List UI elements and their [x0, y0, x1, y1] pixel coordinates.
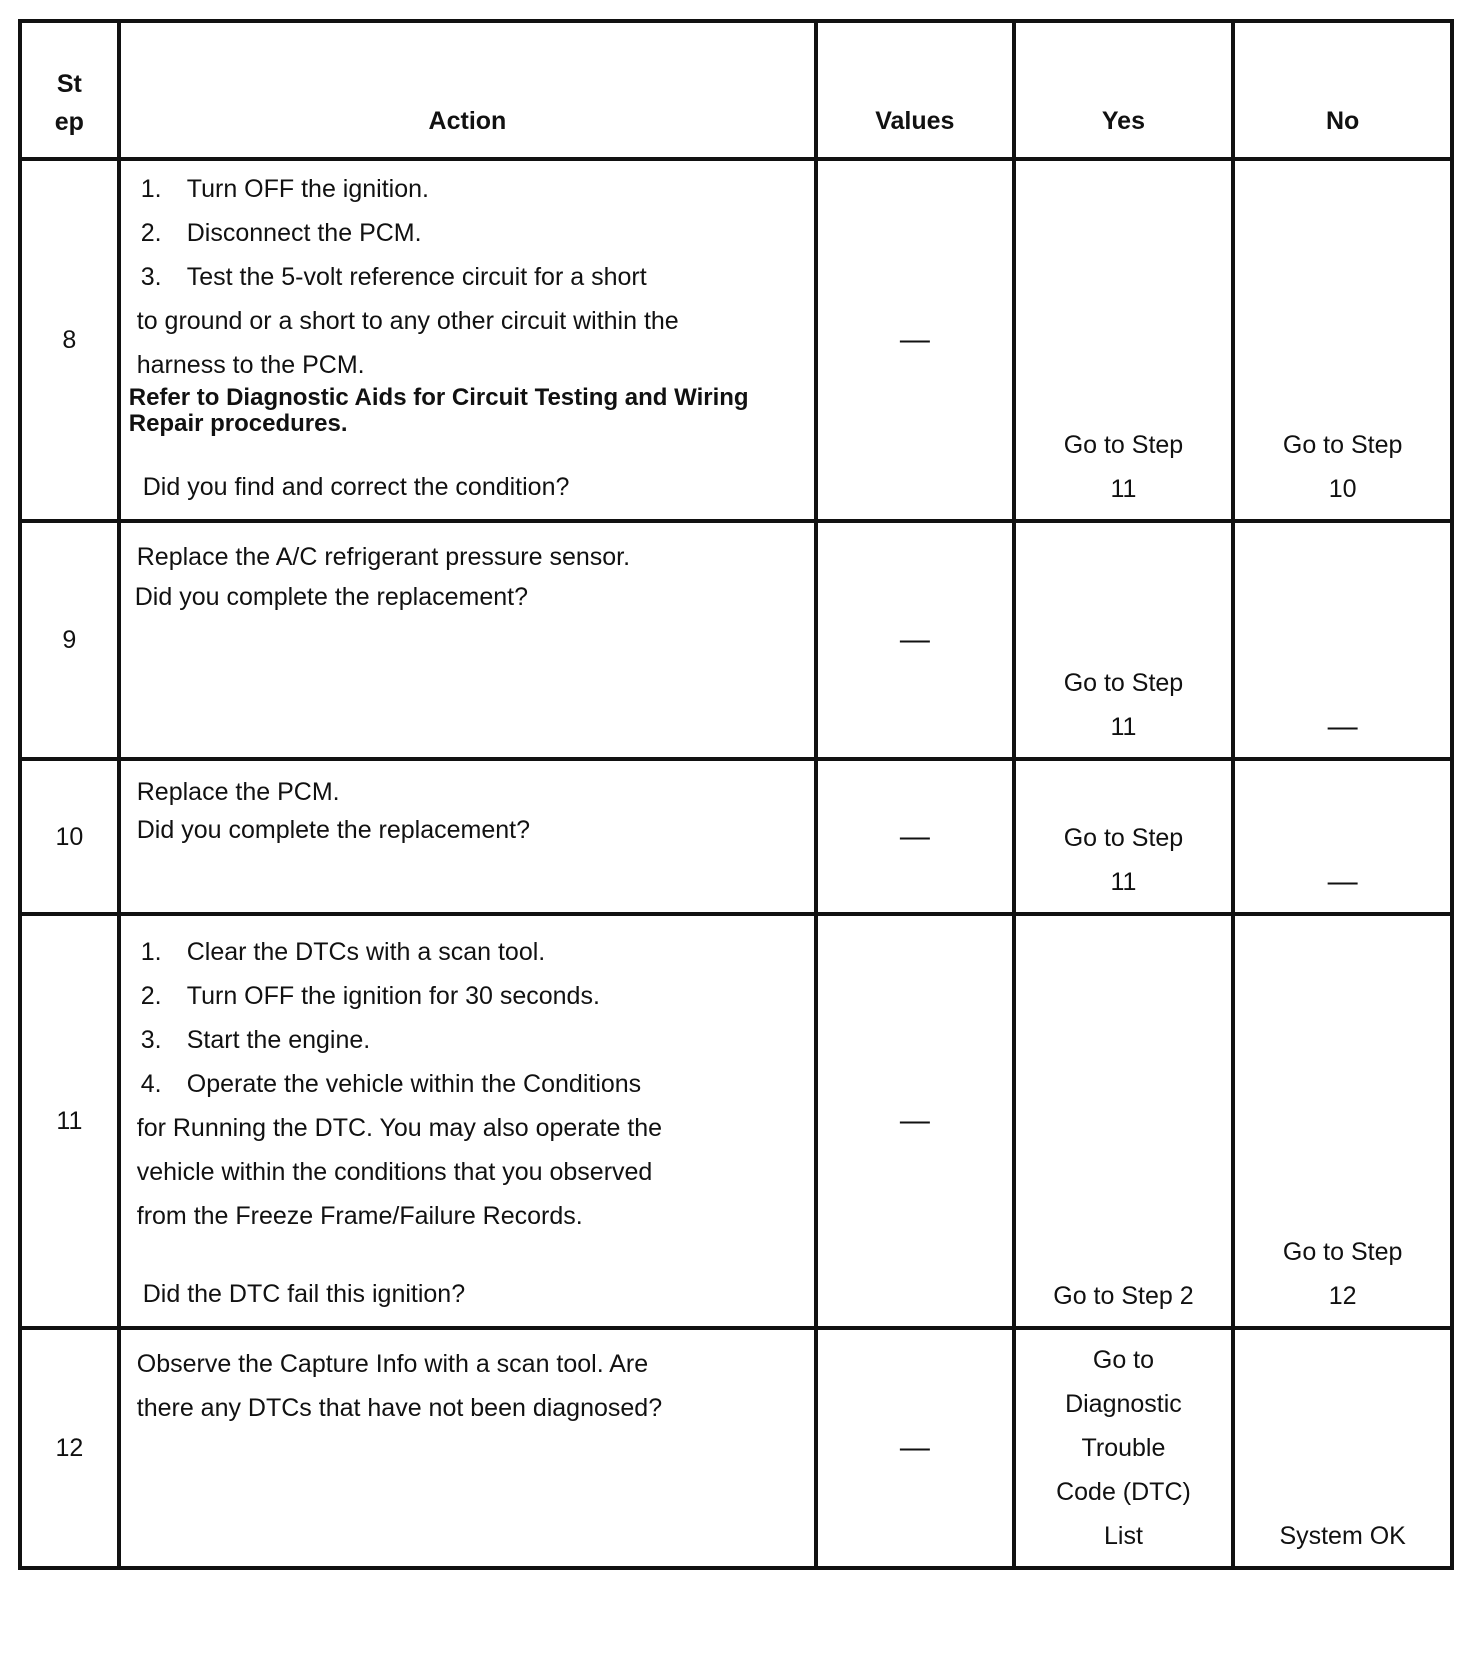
action-continuation: for Running the DTC. You may also operate the	[136, 1114, 663, 1142]
action-question: there any DTCs that have not been diagnosed?	[136, 1394, 663, 1422]
action-item	[135, 1018, 806, 1062]
no-text: System OK	[1279, 1522, 1406, 1550]
yes-cell	[1014, 1328, 1234, 1568]
header-row	[20, 21, 1452, 159]
action-item	[135, 255, 806, 299]
step-header-line2: ep	[54, 108, 84, 136]
no-header: No	[1233, 21, 1452, 159]
yes-text: Diagnostic	[1065, 1390, 1182, 1418]
item-text: Clear the DTCs with a scan tool.	[186, 938, 546, 966]
yes-cell	[1014, 759, 1234, 914]
yes-cell	[1014, 521, 1234, 759]
action-question: Did you find and correct the condition?	[142, 473, 570, 501]
action-cell	[119, 521, 816, 759]
table-row-step-9	[20, 521, 1452, 759]
yes-text: Go to	[1092, 1346, 1155, 1374]
item-number: 1.	[140, 938, 162, 966]
action-cell	[119, 759, 816, 914]
action-text: Replace the A/C refrigerant pressure sensor.	[136, 543, 631, 571]
step-number: 10	[20, 759, 119, 914]
yes-step: 11	[1110, 475, 1137, 503]
step-header-line1: St	[56, 70, 82, 98]
no-cell	[1233, 914, 1452, 1328]
diagnostic-table	[18, 19, 1454, 1570]
values-cell	[816, 914, 1014, 1328]
item-number: 3.	[140, 263, 162, 291]
step-number: 8	[20, 159, 119, 521]
item-number: 2.	[140, 219, 162, 247]
values-dash: —	[899, 323, 930, 356]
no-cell	[1233, 1328, 1452, 1568]
yes-text: Code (DTC)	[1056, 1478, 1191, 1506]
action-cell	[119, 914, 816, 1328]
no-dash: —	[1327, 710, 1358, 743]
item-number: 2.	[140, 982, 162, 1010]
values-dash: —	[899, 1104, 930, 1137]
action-item	[135, 930, 806, 974]
step-number: 9	[20, 521, 119, 759]
yes-text: Trouble	[1081, 1434, 1166, 1462]
action-question: Did you complete the replacement?	[136, 816, 531, 844]
action-item	[135, 1062, 806, 1106]
table-row-step-8	[20, 159, 1452, 521]
action-cell	[119, 159, 816, 521]
item-text: Disconnect the PCM.	[186, 219, 422, 247]
no-text: Go to Step	[1282, 431, 1403, 459]
action-continuation: to ground or a short to any other circuit within the	[136, 307, 679, 335]
values-cell	[816, 1328, 1014, 1568]
values-cell	[816, 521, 1014, 759]
item-text: Turn OFF the ignition.	[186, 175, 429, 203]
no-step: 10	[1328, 475, 1357, 503]
action-header: Action	[119, 21, 816, 159]
no-dash: —	[1327, 865, 1358, 898]
action-continuation: harness to the PCM.	[136, 351, 365, 379]
step-header	[20, 21, 119, 159]
values-header: Values	[816, 21, 1014, 159]
yes-header: Yes	[1014, 21, 1234, 159]
yes-cell	[1014, 159, 1234, 521]
reference-note: Refer to Diagnostic Aids for Circuit Testing and Wiring	[128, 384, 749, 411]
reference-note: Repair procedures.	[128, 410, 348, 437]
step-number: 12	[20, 1328, 119, 1568]
item-number: 4.	[140, 1070, 162, 1098]
item-text: Operate the vehicle within the Conditions	[186, 1070, 642, 1098]
no-step: 12	[1328, 1282, 1357, 1310]
yes-step: 11	[1110, 713, 1137, 741]
no-cell	[1233, 159, 1452, 521]
item-number: 3.	[140, 1026, 162, 1054]
table-row-step-12	[20, 1328, 1452, 1568]
action-text: Replace the PCM.	[136, 778, 340, 806]
values-cell	[816, 759, 1014, 914]
values-dash: —	[899, 1431, 930, 1464]
action-continuation: vehicle within the conditions that you observed	[136, 1158, 653, 1186]
item-text: Test the 5-volt reference circuit for a short	[186, 263, 647, 291]
table-row-step-11	[20, 914, 1452, 1328]
action-question: Did you complete the replacement?	[134, 583, 529, 611]
action-text: Observe the Capture Info with a scan tool. Are	[136, 1350, 649, 1378]
step-number: 11	[20, 914, 119, 1328]
action-continuation: from the Freeze Frame/Failure Records.	[136, 1202, 583, 1230]
values-dash: —	[899, 819, 930, 853]
action-question: Did the DTC fail this ignition?	[142, 1280, 466, 1308]
yes-cell	[1014, 914, 1234, 1328]
action-item	[135, 211, 806, 255]
yes-text: Go to Step	[1063, 824, 1184, 852]
action-cell	[119, 1328, 816, 1568]
values-dash: —	[899, 623, 930, 656]
values-cell	[816, 159, 1014, 521]
item-text: Start the engine.	[186, 1026, 371, 1054]
action-item	[135, 167, 806, 211]
no-text: Go to Step	[1282, 1238, 1403, 1266]
yes-text: Go to Step 2	[1053, 1282, 1194, 1310]
no-cell	[1233, 759, 1452, 914]
yes-text: Go to Step	[1063, 431, 1184, 459]
yes-text: List	[1104, 1522, 1143, 1550]
item-text: Turn OFF the ignition for 30 seconds.	[186, 982, 600, 1010]
no-cell	[1233, 521, 1452, 759]
yes-text: Go to Step	[1063, 669, 1184, 697]
yes-step: 11	[1110, 868, 1137, 896]
action-item	[135, 974, 806, 1018]
table-row-step-10	[20, 759, 1452, 914]
item-number: 1.	[140, 175, 162, 203]
